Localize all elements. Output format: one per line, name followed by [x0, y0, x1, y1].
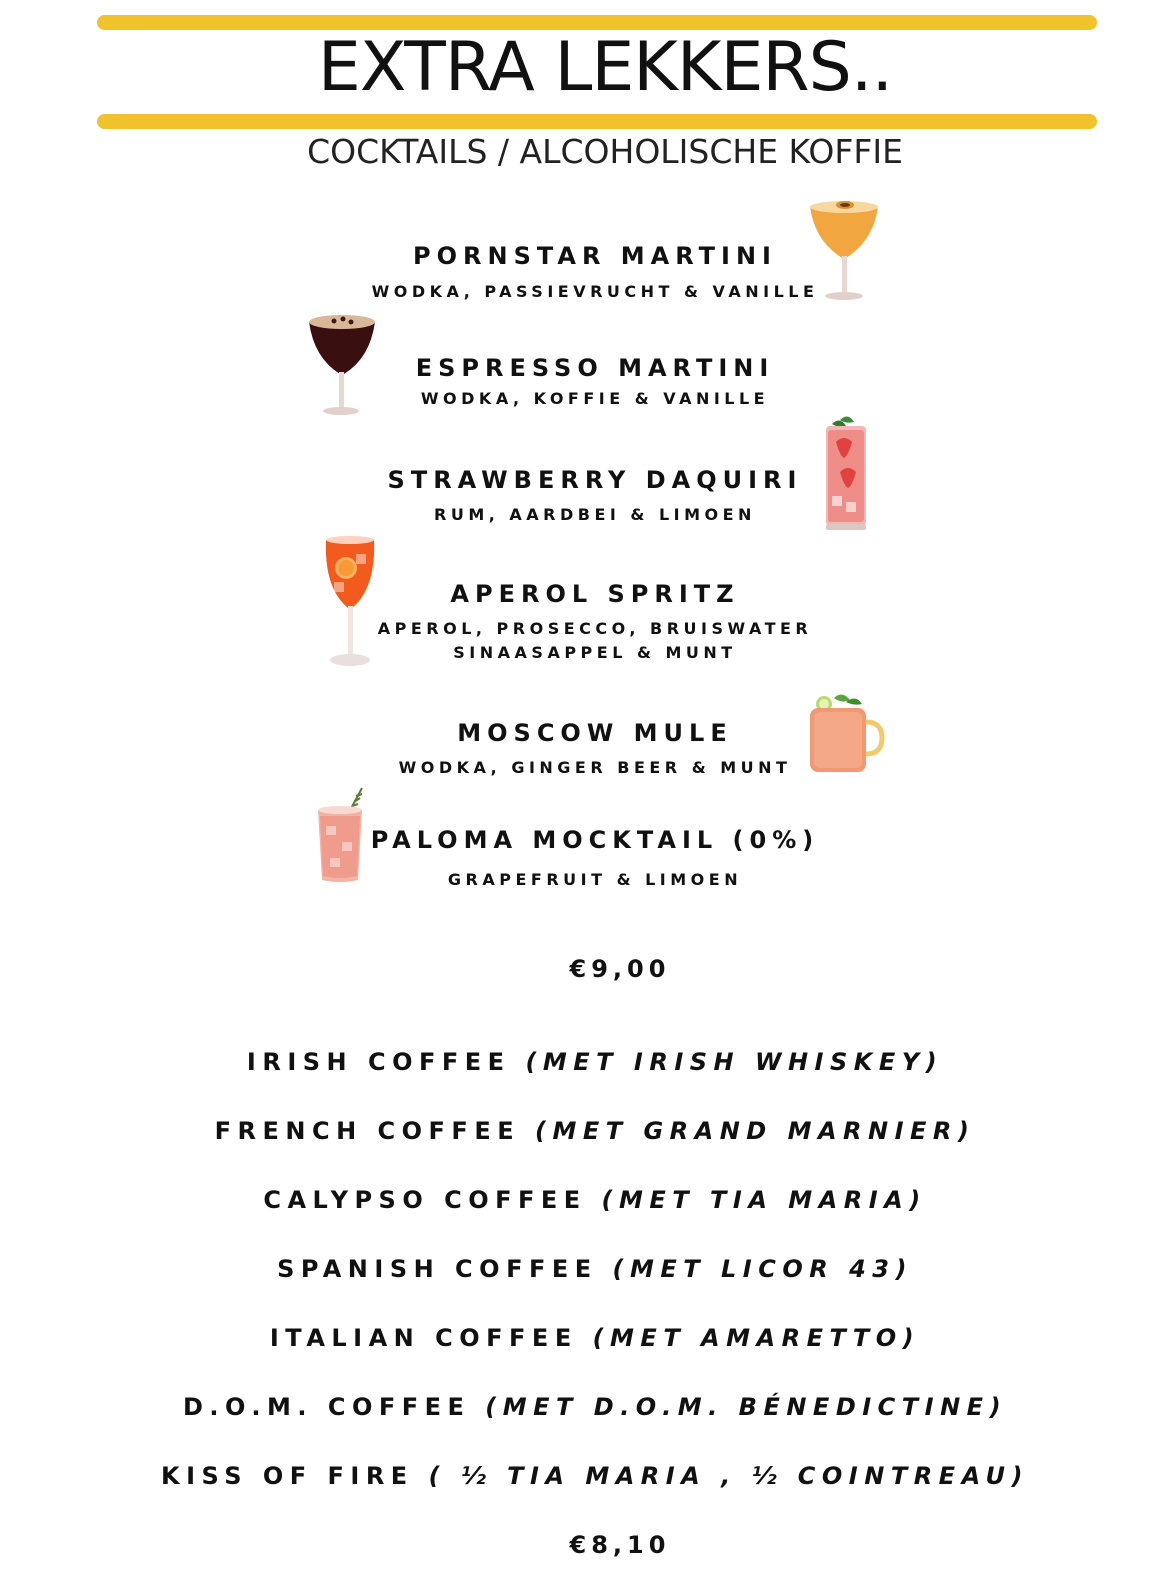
cocktail-desc-line2: SINAASAPPEL & MUNT — [453, 643, 737, 662]
coffee-name: SPANISH COFFEE — [277, 1255, 598, 1283]
coffee-name: ITALIAN COFFEE — [269, 1324, 578, 1352]
cocktail-desc: APEROL, PROSECCO, BRUISWATER — [377, 619, 813, 638]
coffee-item — [0, 1393, 1150, 1421]
pornstar-martini-glass-icon — [806, 196, 882, 304]
coffee-note: (MET AMARETTO) — [592, 1324, 921, 1352]
cocktail-name: PORNSTAR MARTINI — [413, 242, 777, 270]
cocktail-desc: WODKA, GINGER BEER & MUNT — [398, 758, 792, 777]
coffee-note: (MET IRISH WHISKEY) — [525, 1048, 944, 1076]
coffee-item — [0, 1462, 1150, 1490]
coffee-note: (MET TIA MARIA) — [601, 1186, 927, 1214]
cocktail-price: €9,00 — [569, 955, 671, 983]
coffee-item — [0, 1255, 1150, 1283]
aperol-spritz-glass-icon — [322, 534, 378, 670]
coffee-note: (MET GRAND MARNIER) — [534, 1117, 976, 1145]
coffee-name: FRENCH COFFEE — [214, 1117, 521, 1145]
coffee-note: ( ½ TIA MARIA , ½ COINTREAU) — [428, 1462, 1030, 1490]
coffee-item — [0, 1324, 1150, 1352]
coffee-price: €8,10 — [569, 1531, 671, 1559]
cocktail-desc: RUM, AARDBEI & LIMOEN — [434, 505, 756, 524]
strawberry-highball-icon — [818, 412, 872, 532]
cocktail-desc: WODKA, PASSIEVRUCHT & VANILLE — [371, 282, 819, 301]
coffee-item — [0, 1048, 1150, 1076]
cocktail-name: PALOMA MOCKTAIL (0%) — [370, 826, 820, 854]
coffee-note: (MET D.O.M. BÉNEDICTINE) — [485, 1393, 1008, 1421]
cocktail-name: STRAWBERRY DAQUIRI — [387, 466, 803, 494]
coffee-note: (MET LICOR 43) — [612, 1255, 913, 1283]
coffee-name: KISS OF FIRE — [160, 1462, 414, 1490]
coffee-name: D.O.M. COFFEE — [182, 1393, 471, 1421]
espresso-martini-glass-icon — [306, 310, 378, 418]
coffee-name: IRISH COFFEE — [246, 1048, 511, 1076]
paloma-glass-icon — [312, 786, 370, 886]
page-title: EXTRA LEKKERS.. — [317, 28, 893, 107]
coffee-item — [0, 1117, 1150, 1145]
coffee-item — [0, 1186, 1150, 1214]
cocktail-desc: GRAPEFRUIT & LIMOEN — [447, 870, 743, 889]
cocktail-name: APEROL SPRITZ — [450, 580, 740, 608]
copper-mug-icon — [806, 692, 886, 778]
page-subtitle: COCKTAILS / ALCOHOLISCHE KOFFIE — [307, 132, 903, 171]
coffee-name: CALYPSO COFFEE — [263, 1186, 587, 1214]
cocktail-name: MOSCOW MULE — [457, 719, 733, 747]
cocktail-name: ESPRESSO MARTINI — [415, 354, 775, 382]
bottom-accent-bar — [97, 114, 1097, 129]
cocktail-desc: WODKA, KOFFIE & VANILLE — [420, 389, 770, 408]
